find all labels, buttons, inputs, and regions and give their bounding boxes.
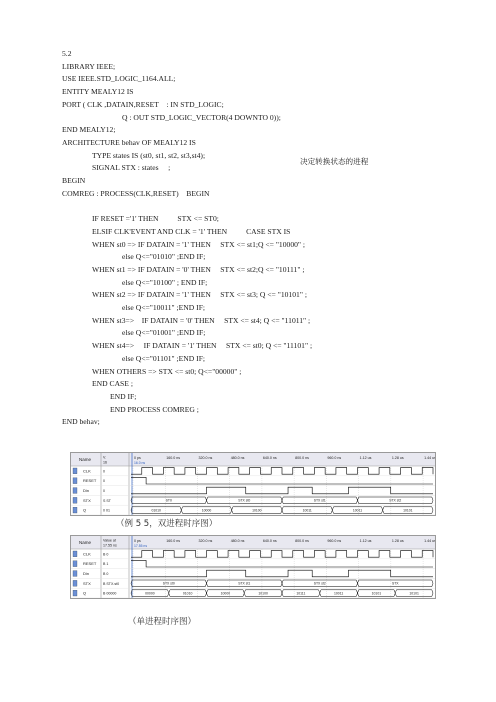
time-tick-label: 320.0 ns xyxy=(198,456,213,460)
signal-value: B 0 xyxy=(103,572,109,576)
code-line: SIGNAL STX : states ; xyxy=(92,163,171,173)
code-line: COMREG : PROCESS(CLK,RESET) BEGIN xyxy=(62,188,210,198)
code-line: ARCHITECTURE behav OF MEALY12 IS xyxy=(62,137,196,147)
time-tick-label: 0 ps xyxy=(134,456,141,460)
output-pin-icon xyxy=(73,497,77,503)
signal-value: 0 xyxy=(103,469,105,474)
code-line: ELSIF CLK'EVENT AND CLK = '1' THEN CASE STX IS xyxy=(92,226,291,236)
signal-value: 0 xyxy=(103,489,105,493)
time-tick-label: 1.28 us xyxy=(391,539,404,543)
code-line: WHEN st2 => IF DATAIN = '1' THEN STX <= st3; Q <= "10101" ; xyxy=(92,290,307,300)
bus-value-label: 10011 xyxy=(302,508,312,513)
bus-expand-icon xyxy=(73,590,77,596)
signal-name: Q xyxy=(83,590,87,596)
waveform-2-svg xyxy=(71,536,435,598)
code-line: BEGIN xyxy=(62,176,86,185)
time-tick-label: 1.44 us xyxy=(424,539,435,543)
time-tick-label: 320.0 ns xyxy=(198,539,213,543)
time-tick-label: 640.0 ns xyxy=(262,539,277,543)
waveform-1-svg xyxy=(71,453,435,515)
code-line: END behav; xyxy=(62,417,100,427)
bus-value-label: ST0 xyxy=(165,498,172,503)
code-line: TYPE states IS (st0, st1, st2, st3,st4); xyxy=(92,150,206,160)
bus-value-label: STX st1 xyxy=(313,498,326,503)
waveform-panel-1[interactable] xyxy=(70,452,436,516)
input-pin-icon xyxy=(73,478,77,484)
input-pin-icon xyxy=(73,551,77,557)
code-line: else Q<="01001" ;END IF; xyxy=(122,328,206,338)
cursor-time-label: 17.55 ns xyxy=(134,544,148,548)
input-pin-icon xyxy=(73,561,77,567)
code-line: WHEN st0 => IF DATAIN = '1' THEN STX <= st1;Q <= "10000" ; xyxy=(92,239,306,249)
code-line: Q : OUT STD_LOGIC_VECTOR(4 DOWNTO 0)); xyxy=(122,112,281,122)
bus-value-label: 10100 xyxy=(258,591,268,596)
code-line: WHEN st3=> IF DATAIN = '0' THEN STX <= st4; Q <= "11011" ; xyxy=(92,315,311,325)
time-tick-label: 800.0 ns xyxy=(295,456,309,460)
waveform-1-caption: （例 5 5，双进程时序图） xyxy=(116,519,218,529)
time-tick-label: 960.0 ns xyxy=(327,539,342,543)
clock-waveform xyxy=(131,468,433,475)
bus-value-label: 10101 xyxy=(409,591,419,596)
signal-name: RESET xyxy=(83,478,97,484)
signal-value: S ST xyxy=(103,498,111,503)
code-line: else Q<="01010" ;END IF; xyxy=(122,252,206,262)
reset-waveform xyxy=(131,560,433,567)
bus-value-label: STX st2 xyxy=(389,498,402,503)
code-line: else Q<="10100" ; END IF; xyxy=(122,277,208,287)
input-pin-icon xyxy=(73,571,77,577)
signal-name: CLK xyxy=(83,551,91,557)
time-tick-label: 1.12 us xyxy=(359,539,372,543)
bus-value-label: 10000 xyxy=(201,508,212,513)
code-line: WHEN st1 => IF DATAIN = '0' THEN STX <= st2;Q <= "10111" ; xyxy=(92,264,305,274)
input-pin-icon xyxy=(73,468,77,474)
value-header-time: 17.55 ns xyxy=(103,543,117,548)
din-waveform xyxy=(131,487,433,494)
time-tick-label: 960.0 ns xyxy=(327,456,342,460)
signal-name: Q xyxy=(83,507,87,513)
time-tick-label: 640.0 ns xyxy=(262,456,277,460)
code-line: PORT ( CLK ,DATAIN,RESET : IN STD_LOGIC; xyxy=(62,99,224,109)
signal-name: Din xyxy=(83,571,90,576)
header-bar xyxy=(71,453,435,466)
signal-name: CLK xyxy=(83,468,91,474)
code-line: USE IEEE.STD_LOGIC_1164.ALL; xyxy=(62,74,176,84)
input-pin-icon xyxy=(73,488,77,494)
code-line: 5.2 xyxy=(62,49,72,58)
bus-expand-icon xyxy=(73,507,77,513)
code-line: END IF; xyxy=(110,391,137,401)
time-tick-label: 160.0 ns xyxy=(166,539,181,543)
code-line: else Q<="01101" ;END IF; xyxy=(122,353,206,363)
time-tick-label: 1.28 us xyxy=(391,456,404,460)
bus-value-label: STX st2 xyxy=(313,581,326,586)
signal-name: STX xyxy=(83,580,91,586)
signal-value: 0 01 xyxy=(103,508,110,513)
signal-name: Din xyxy=(83,488,90,493)
code-line: ENTITY MEALY12 IS xyxy=(62,87,134,97)
signal-value: B 1 xyxy=(103,562,109,567)
clock-waveform xyxy=(131,551,433,558)
signal-value: B 0 xyxy=(103,552,109,557)
time-tick-label: 800.0 ns xyxy=(295,539,309,543)
code-line: END CASE ; xyxy=(92,379,133,389)
bus-value-label: 01010 xyxy=(151,508,161,513)
header-bar xyxy=(71,536,435,549)
signal-value: B 00000 xyxy=(103,591,117,596)
code-line: IF RESET ='1' THEN STX <= ST0; xyxy=(92,214,219,224)
signal-value: B STX.st0 xyxy=(103,581,120,586)
code-line: WHEN OTHERS => STX <= st0; Q<="00000" ; xyxy=(92,366,242,376)
bus-value-label: STX st0 xyxy=(238,498,251,503)
signal-name: STX xyxy=(83,497,91,503)
reset-waveform xyxy=(131,477,433,484)
bus-value-label: 10011 xyxy=(352,508,363,513)
time-tick-label: 1.44 us xyxy=(424,456,435,460)
code-line: WHEN st4=> IF DATAIN = '1' THEN STX <= st0; Q <= "11101" ; xyxy=(92,341,313,351)
waveform-2-caption: （单进程时序图） xyxy=(128,617,197,627)
name-header: Name xyxy=(79,457,92,462)
bus-value-label: 10101 xyxy=(403,508,413,513)
signal-value: 0 xyxy=(103,479,105,484)
bus-value-label: 10101 xyxy=(371,591,382,596)
time-tick-label: 480.0 ns xyxy=(230,456,245,460)
time-tick-label: 480.0 ns xyxy=(230,539,245,543)
process-annotation: 决定转换状态的进程 xyxy=(300,157,369,166)
bus-value-label: 10100 xyxy=(252,508,262,513)
bus-value-label: STX xyxy=(391,581,399,586)
value-header: V. xyxy=(103,455,107,460)
cursor-time-label: 16.0 ns xyxy=(134,461,146,465)
name-header: Name xyxy=(79,540,92,545)
bus-value-label: 01010 xyxy=(182,591,193,596)
signal-name: RESET xyxy=(83,561,97,567)
code-line: END MEALY12; xyxy=(62,125,116,135)
bus-value-label: 00000 xyxy=(145,591,155,596)
time-tick-label: 0 ps xyxy=(134,539,141,543)
bus-value-label: STX st1 xyxy=(238,581,251,586)
time-tick-label: 160.0 ns xyxy=(166,456,181,460)
bus-value-label: 10111 xyxy=(296,591,306,596)
code-line: END PROCESS COMREG ; xyxy=(110,404,199,414)
waveform-panel-2[interactable] xyxy=(70,535,436,599)
value-header-time: 16 xyxy=(103,460,107,465)
din-waveform xyxy=(131,570,433,577)
value-header: Value at xyxy=(103,538,116,543)
time-tick-label: 1.12 us xyxy=(359,456,372,460)
bus-value-label: 10000 xyxy=(220,591,231,596)
output-pin-icon xyxy=(73,580,77,586)
code-line: LIBRARY IEEE; xyxy=(62,61,116,71)
bus-value-label: STX st0 xyxy=(162,581,175,586)
bus-value-label: 10011 xyxy=(334,591,344,596)
code-line: else Q<="10011" ;END IF; xyxy=(122,303,206,312)
